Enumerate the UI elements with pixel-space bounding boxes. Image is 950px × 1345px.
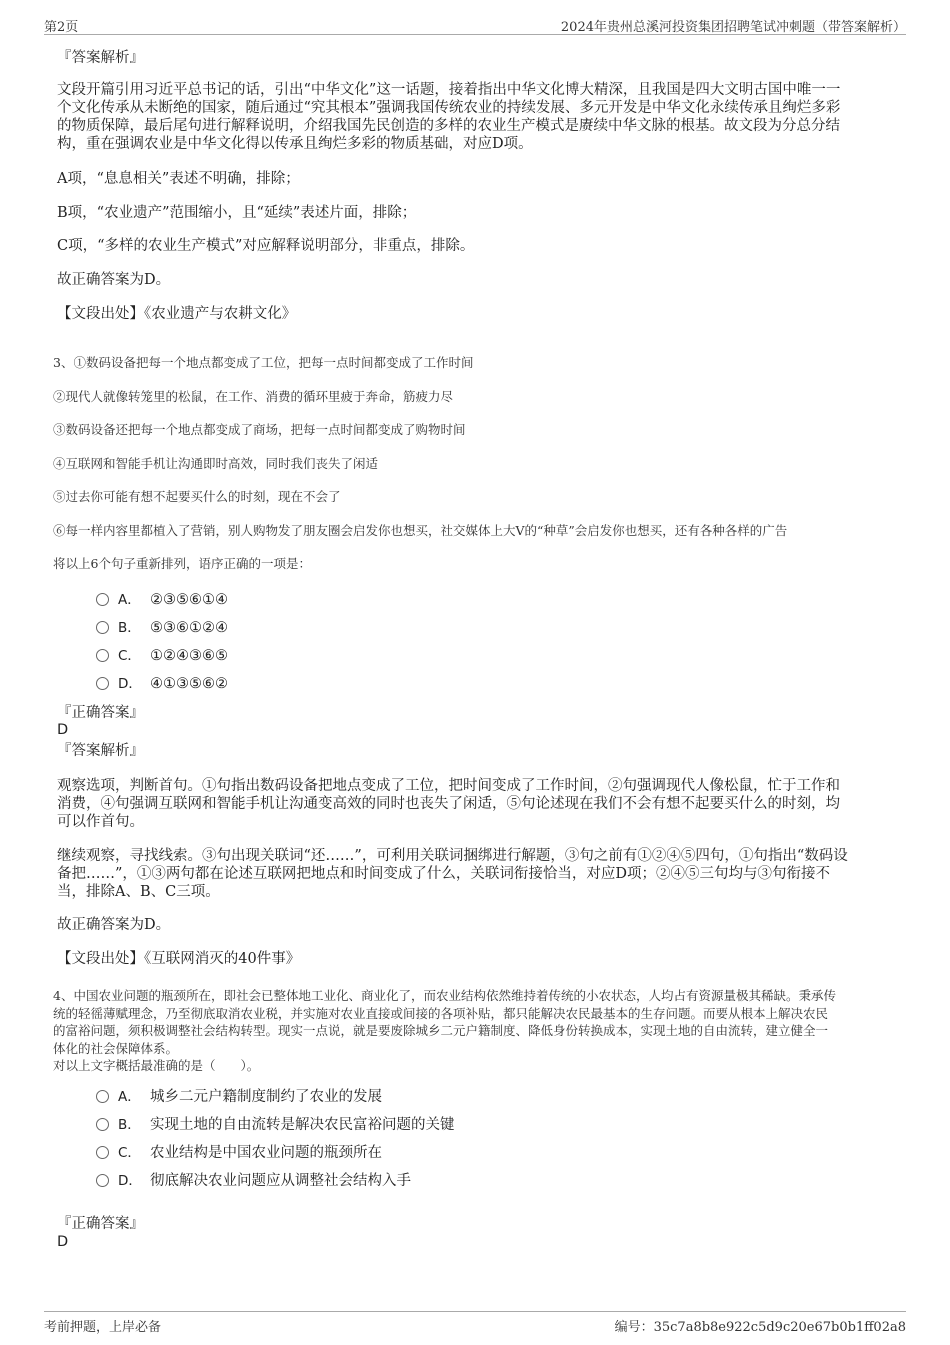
document-title: 2024年贵州总溪河投资集团招聘笔试冲刺题（带答案解析）	[560, 20, 906, 35]
sentence: ③数码设备还把每一个地点都变成了商场，把每一点时间都变成了购物时间	[53, 422, 466, 437]
correct-answer: D	[57, 1234, 69, 1250]
q4-option-a[interactable]: A． 城乡二元户籍制度制约了农业的发展	[96, 1088, 382, 1106]
question-4-stem	[53, 987, 903, 1075]
sentence: ②现代人就像转笼里的松鼠，在工作、消费的循环里疲于奔命，筋疲力尽	[53, 389, 454, 404]
radio-icon[interactable]	[96, 1090, 109, 1103]
q4-option-d[interactable]: D． 彻底解决农业问题应从调整社会结构入手	[96, 1172, 411, 1190]
question-prompt: 对以上文字概括最准确的是（ ）。	[53, 1058, 260, 1073]
sentence: 3、①数码设备把每一个地点都变成了工位，把每一点时间都变成了工作时间	[53, 355, 474, 370]
analysis-line: 的物质保障，最后尾句进行解释说明，介绍我国先民创造的多样的农业生产模式是赓续中华文脉的根基。故文段为分总分结	[57, 118, 840, 134]
question-3-sentences	[53, 354, 903, 572]
radio-icon[interactable]	[96, 621, 109, 634]
q3-option-a[interactable]: A． ②③⑤⑥①④	[96, 591, 228, 609]
source-reference: 【文段出处】《互联网消灭的40件事》	[57, 951, 301, 967]
document-code: 编号：35c7a8b8e922c5d9c20e67b0b1ff02a8	[614, 1320, 906, 1335]
analysis-line: 个文化传承从未断绝的国家，随后通过“究其根本”强调我国传统农业的持续发展、多元开发是中华文化永续传承且绚烂多彩	[57, 100, 841, 116]
correct-answer-heading: 『正确答案』	[57, 1216, 144, 1232]
page-footer	[44, 1311, 906, 1336]
stem-line: 的富裕问题，须积极调整社会结构转型。现实一点说，就是要废除城乡二元户籍制度、降低身份转换成本，实现土地的自由流转，建立健全一	[53, 1023, 829, 1038]
analysis-line: 继续观察，寻找线索。③句出现关联词“还……”，可利用关联词捆绑进行解题，③句之前有①②④⑤四句，①句指出“数码设	[57, 848, 848, 864]
analysis-paragraph	[57, 81, 897, 153]
correct-answer-heading: 『正确答案』	[57, 705, 144, 721]
radio-icon[interactable]	[96, 1174, 109, 1187]
stem-line: 4、中国农业问题的瓶颈所在，即社会已整体地工业化、商业化了，而农业结构依然维持着传统的小农状态，人均占有资源量极其稀缺。秉承传	[53, 988, 836, 1003]
question-prompt: 将以上6个句子重新排列，语序正确的一项是：	[53, 556, 311, 571]
radio-icon[interactable]	[96, 593, 109, 606]
sentence: ⑤过去你可能有想不起要买什么的时刻，现在不会了	[53, 489, 341, 504]
source-reference: 【文段出处】《农业遗产与农耕文化》	[57, 306, 297, 322]
analysis-option-c: C项，“多样的农业生产模式”对应解释说明部分，非重点，排除。	[57, 238, 475, 254]
analysis-option-b: B项，“农业遗产”范围缩小，且“延续”表述片面，排除；	[57, 205, 417, 221]
analysis-line: 文段开篇引用习近平总书记的话，引出“中华文化”这一话题，接着指出中华文化博大精深，且我国是四大文明古国中唯一一	[57, 82, 841, 98]
answer-conclusion: 故正确答案为D。	[57, 272, 171, 288]
analysis-line: 当，排除A、B、C三项。	[57, 884, 220, 900]
stem-line: 体化的社会保障体系。	[53, 1040, 179, 1056]
radio-icon[interactable]	[96, 677, 109, 690]
analysis-heading: 『答案解析』	[57, 743, 144, 759]
radio-icon[interactable]	[96, 649, 109, 662]
analysis-line: 观察选项，判断首句。①句指出数码设备把地点变成了工位，把时间变成了工作时间，②句强调现代人像松鼠，忙于工作和	[57, 778, 840, 794]
analysis-option-a: A项，“息息相关”表述不明确，排除；	[57, 171, 300, 187]
analysis-line: 备把……”，①③两句都在论述互联网把地点和时间变成了什么，关联词衔接恰当，对应D项；②④⑤三句均与③句衔接不	[57, 866, 831, 882]
q3-option-d[interactable]: D． ④①③⑤⑥②	[96, 675, 228, 693]
radio-icon[interactable]	[96, 1146, 109, 1159]
analysis-paragraph	[57, 777, 897, 831]
q4-option-c[interactable]: C． 农业结构是中国农业问题的瓶颈所在	[96, 1144, 382, 1162]
sentence: ⑥每一样内容里都植入了营销，别人购物发了朋友圈会启发你也想买，社交媒体上大V的“种草”会启发你也想买，还有各种各样的广告	[53, 523, 788, 538]
analysis-heading: 『答案解析』	[57, 50, 144, 66]
stem-line: 统的轻徭薄赋理念，乃至彻底取消农业税，并实施对农业直接或间接的各项补贴，都只能解决农民最基本的生存问题。而要从根本上解决农民	[53, 1005, 829, 1021]
footer-slogan: 考前押题，上岸必备	[44, 1320, 162, 1335]
page-header	[44, 14, 906, 35]
q4-option-b[interactable]: B． 实现土地的自由流转是解决农民富裕问题的关键	[96, 1116, 455, 1134]
answer-conclusion: 故正确答案为D。	[57, 917, 171, 933]
sentence: ④互联网和智能手机让沟通即时高效，同时我们丧失了闲适	[53, 456, 379, 471]
analysis-paragraph	[57, 847, 897, 901]
correct-answer: D	[57, 722, 69, 738]
q3-option-b[interactable]: B． ⑤③⑥①②④	[96, 619, 228, 637]
analysis-line: 可以作首句。	[57, 814, 144, 830]
page-number: 第2页	[44, 20, 79, 35]
q3-option-c[interactable]: C． ①②④③⑥⑤	[96, 647, 228, 665]
radio-icon[interactable]	[96, 1118, 109, 1131]
analysis-line: 构，重在强调农业是中华文化得以传承且绚烂多彩的物质基础，对应D项。	[57, 136, 533, 152]
analysis-line: 消费，④句强调互联网和智能手机让沟通变高效的同时也丧失了闲适，⑤句论述现在我们不会有想不起要买什么的时刻，均	[57, 796, 840, 812]
